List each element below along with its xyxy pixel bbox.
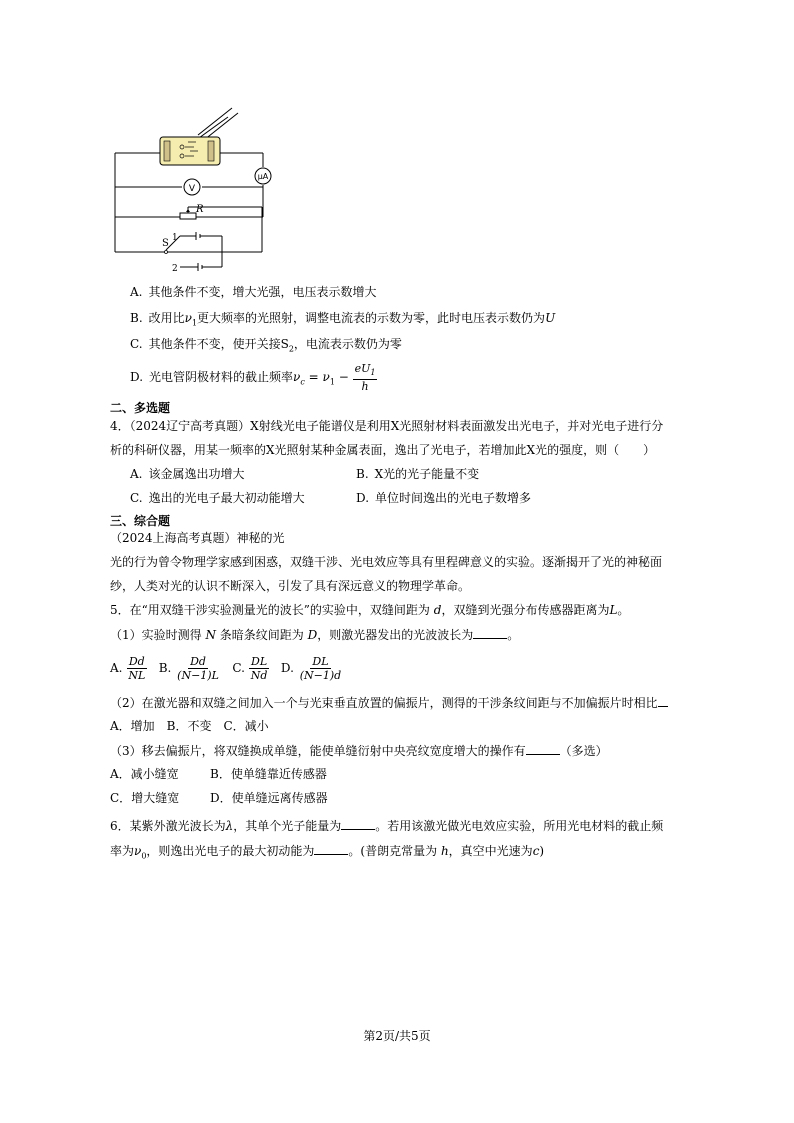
q5-sub2: （2）在激光器和双缝之间加入一个与光束垂直放置的偏振片，测得的干涉条纹间距与不加偏振片时相比 xyxy=(110,694,668,711)
section-2-title: 二、多选题 xyxy=(110,401,171,415)
photoelectric-circuit-diagram xyxy=(110,105,280,275)
passage-line2: 纱，人类对光的认识不断深入，引发了具有深远意义的物理学革命。 xyxy=(110,579,471,593)
cutoff-fraction: $\frac{eU_1}{h}$ xyxy=(354,362,376,394)
q5-option-a[interactable]: A. $\frac{Dd}{NL}$ xyxy=(110,655,146,682)
q4-option-a[interactable]: A. 该金属逸出功增大 xyxy=(130,467,245,481)
q6-line1: 6．某紫外激光波长为λ，其单个光子能量为 。若用该激光做光电效应实验，所用光电材料的截止频 xyxy=(110,819,664,833)
q4-option-c[interactable]: C. 逸出的光电子最大初动能增大 xyxy=(130,491,305,505)
option-letter: D. xyxy=(130,370,144,385)
passage-source: （2024上海高考真题）神秘的光 xyxy=(110,531,285,545)
q4-option-d[interactable]: D. 单位时间逸出的光电子数增多 xyxy=(356,491,532,505)
q5-option-d[interactable]: D. $\frac{DL}{(N-1)d}$ xyxy=(280,655,342,682)
answer-blank[interactable] xyxy=(314,842,348,855)
q5-option-c[interactable]: C. $\frac{DL}{Nd}$ xyxy=(232,655,268,682)
switch-label: S xyxy=(162,238,169,249)
voltmeter-label: V xyxy=(188,184,196,194)
answer-blank[interactable] xyxy=(526,742,560,755)
option-letter: A. xyxy=(130,285,143,299)
q5-sub3-option-d[interactable]: D．使单缝远离传感器 xyxy=(210,791,328,805)
resistor-label: R xyxy=(196,204,204,215)
q5-option-b[interactable]: B. $\frac{Dd}{(N-1)L}$ xyxy=(158,655,219,682)
q5-sub3: （3）移去偏振片，将双缝换成单缝，能使单缝衍射中央亮纹宽度增大的操作有 （多选） xyxy=(110,744,608,758)
q5-sub1-options xyxy=(110,652,343,684)
answer-blank[interactable] xyxy=(473,626,507,639)
answer-blank[interactable] xyxy=(658,694,668,707)
resistor xyxy=(180,213,196,219)
q4-stem-line2: 析的科研仪器，用某一频率的X光照射某种金属表面，逸出了光电子，若增加此X光的强度，则（ ） xyxy=(110,443,656,457)
q4-stem-line1: 4．（2024辽宁高考真题）X射线光电子能谱仪是利用X光照射材料表面激发出光电子，并对光电子进行分 xyxy=(110,419,664,433)
option-letter: B. xyxy=(130,311,143,325)
q6-line2: 率为$\nu_0$，则逸出光电子的最大初动能为 。(普朗克常量为 h，真空中光速为c) xyxy=(110,844,545,861)
option-letter: C. xyxy=(130,337,143,351)
answer-blank[interactable] xyxy=(341,817,375,830)
passage-line1: 光的行为曾令物理学家感到困惑，双缝干涉、光电效应等具有里程碑意义的实验。逐渐揭开了光的神秘面 xyxy=(110,555,663,569)
q5-sub3-option-c[interactable]: C．增大缝宽 xyxy=(110,791,180,805)
q3-option-b[interactable]: B. 改用比$\nu_1$更大频率的光照射，调整电流表的示数为零，此时电压表示数仍为U xyxy=(130,311,556,328)
contact-2-label: 2 xyxy=(172,264,178,274)
q4-option-b[interactable]: B. X光的光子能量不变 xyxy=(356,467,480,481)
contact-1-label: 1 xyxy=(172,233,178,243)
q5-sub1: （1）实验时测得 N 条暗条纹间距为 D，则激光器发出的光波波长为 。 xyxy=(110,628,520,642)
q5-sub3-option-a[interactable]: A．减小缝宽 xyxy=(110,767,179,781)
q3-option-a[interactable] xyxy=(130,284,377,300)
q5-stem: 5．在“用双缝干涉实验测量光的波长”的实验中，双缝间距为 d，双缝到光强分布传感器距离为L。 xyxy=(110,603,630,617)
q3-option-c[interactable]: C. 其他条件不变，使开关接$S_2$，电流表示数仍为零 xyxy=(130,337,402,354)
section-3-title: 三、综合题 xyxy=(110,514,171,528)
option-text: 其他条件不变，增大光强，电压表示数增大 xyxy=(148,285,377,299)
page-footer: 第2页/共5页 xyxy=(363,1029,431,1043)
q5-sub3-option-b[interactable]: B．使单缝靠近传感器 xyxy=(210,767,327,781)
q3-option-d[interactable]: D. 光电管阴极材料的截止频率$\nu_c = \nu_1$ − $\frac{eU_1}{h}$ xyxy=(130,362,376,394)
ammeter-label: μA xyxy=(257,172,269,181)
q5-sub2-options[interactable]: A．增加 B．不变 C．减小 xyxy=(110,719,269,733)
